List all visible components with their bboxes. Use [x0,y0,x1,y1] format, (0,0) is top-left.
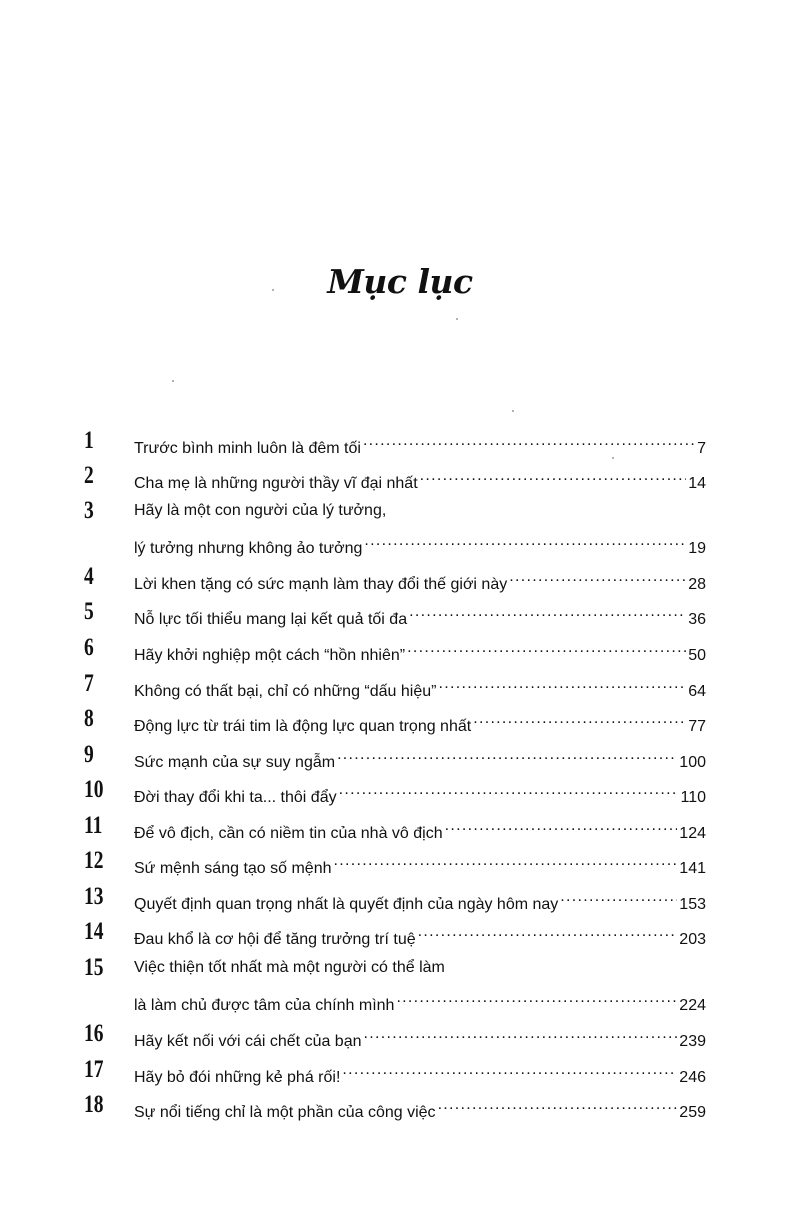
page-number: 50 [688,647,706,664]
page-title: Mục lục [327,262,473,301]
dot-leader [473,707,686,731]
chapter-number: 14 [84,918,104,945]
chapter-title: Hãy kết nối với cái chết của bạn [134,1033,362,1050]
dot-leader [509,565,686,589]
chapter-title: Việc thiện tốt nhất mà một người có thể làm [134,959,445,976]
page-number: 36 [688,611,706,628]
chapter-number: 6 [84,634,94,661]
chapter-title-line [134,778,706,806]
dot-leader [334,849,678,873]
dot-leader [364,1022,678,1046]
chapter-title: Trước bình minh luôn là đêm tối [134,440,361,457]
dot-leader [438,672,686,696]
page-number: 124 [679,825,706,842]
chapter-title: Sứ mệnh sáng tạo số mệnh [134,860,332,877]
chapter-title-line [134,565,706,593]
page-number: 7 [697,440,706,457]
chapter-title-line [134,956,706,980]
chapter-title: Đời thay đổi khi ta... thôi đẩy [134,789,337,806]
chapter-number: 7 [84,670,94,697]
chapter-title: Lời khen tặng có sức mạnh làm thay đổi thế giới này [134,576,508,593]
page-number: 100 [679,754,706,771]
chapter-number: 8 [84,705,94,732]
chapter-number: 2 [84,462,94,489]
chapter-title-line [134,672,706,700]
dot-leader [337,743,677,767]
chapter-number: 11 [84,812,103,839]
dot-leader [407,636,686,660]
page-number: 239 [679,1033,706,1050]
page-number: 246 [679,1069,706,1086]
chapter-title-line [134,636,706,664]
chapter-title: Đau khổ là cơ hội để tăng trưởng trí tuệ [134,931,416,948]
page-number: 28 [688,576,706,593]
chapter-title: Nỗ lực tối thiểu mang lại kết quả tối đa [134,611,408,628]
chapter-title-line [134,464,706,492]
chapter-title: Để vô địch, cần có niềm tin của nhà vô địch [134,825,443,842]
dot-leader [445,814,678,838]
chapter-number: 12 [84,847,104,874]
scan-speck [612,457,614,459]
page-number: 141 [679,860,706,877]
chapter-title-line [134,1093,706,1121]
chapter-title-line [134,529,706,557]
dot-leader [364,529,686,553]
page-number: 14 [688,475,706,492]
dot-leader [363,429,695,453]
dot-leader [438,1093,678,1117]
dot-leader [560,885,677,909]
page-number: 203 [679,931,706,948]
dot-leader [409,600,686,624]
chapter-title: Hãy là một con người của lý tưởng, [134,502,387,519]
dot-leader [396,986,677,1010]
chapter-title: Cha mẹ là những người thầy vĩ đại nhất [134,475,418,492]
page-number: 110 [680,789,706,806]
chapter-title-line [134,600,706,628]
chapter-title-line [134,707,706,735]
chapter-title: Động lực từ trái tim là động lực quan trọng nhất [134,718,472,735]
chapter-title-line [134,920,706,948]
dot-leader [339,778,679,802]
chapter-number: 1 [84,427,94,454]
scan-speck [272,289,274,291]
chapter-title-line [134,1022,706,1050]
chapter-title: Hãy bỏ đói những kẻ phá rối! [134,1069,341,1086]
chapter-title-line [134,499,706,523]
chapter-number: 5 [84,598,94,625]
dot-leader [420,464,687,488]
page-number: 19 [688,540,706,557]
chapter-number: 13 [84,883,104,910]
page-number: 77 [688,718,706,735]
page-number: 259 [679,1104,706,1121]
chapter-title-line [134,1058,706,1086]
dot-leader [342,1058,677,1082]
chapter-number: 3 [84,497,94,524]
scan-speck [172,380,174,382]
chapter-number: 16 [84,1020,104,1047]
dot-leader [418,920,678,944]
page-number: 153 [679,896,706,913]
chapter-title: Quyết định quan trọng nhất là quyết định của ngày hôm nay [134,896,559,913]
chapter-title-line [134,743,706,771]
page-number: 64 [688,683,706,700]
chapter-title-continued: lý tưởng nhưng không ảo tưởng [134,540,363,557]
chapter-title: Sức mạnh của sự suy ngẫm [134,754,336,771]
chapter-title-line [134,986,706,1014]
chapter-title-continued: là làm chủ được tâm của chính mình [134,997,395,1014]
chapter-number: 4 [84,563,94,590]
chapter-title-line [134,849,706,877]
chapter-number: 15 [84,954,104,981]
scan-speck [512,410,514,412]
chapter-number: 9 [84,741,94,768]
chapter-number: 10 [84,776,104,803]
chapter-title: Không có thất bại, chỉ có những “dấu hiệu” [134,683,437,700]
scan-speck [456,318,458,320]
chapter-title: Sự nổi tiếng chỉ là một phần của công việc [134,1104,436,1121]
chapter-title-line [134,814,706,842]
chapter-title: Hãy khởi nghiệp một cách “hồn nhiên” [134,647,406,664]
page-number: 224 [679,997,706,1014]
chapter-title-line [134,885,706,913]
chapter-title-line [134,429,706,457]
chapter-number: 17 [84,1056,104,1083]
chapter-number: 18 [84,1091,104,1118]
